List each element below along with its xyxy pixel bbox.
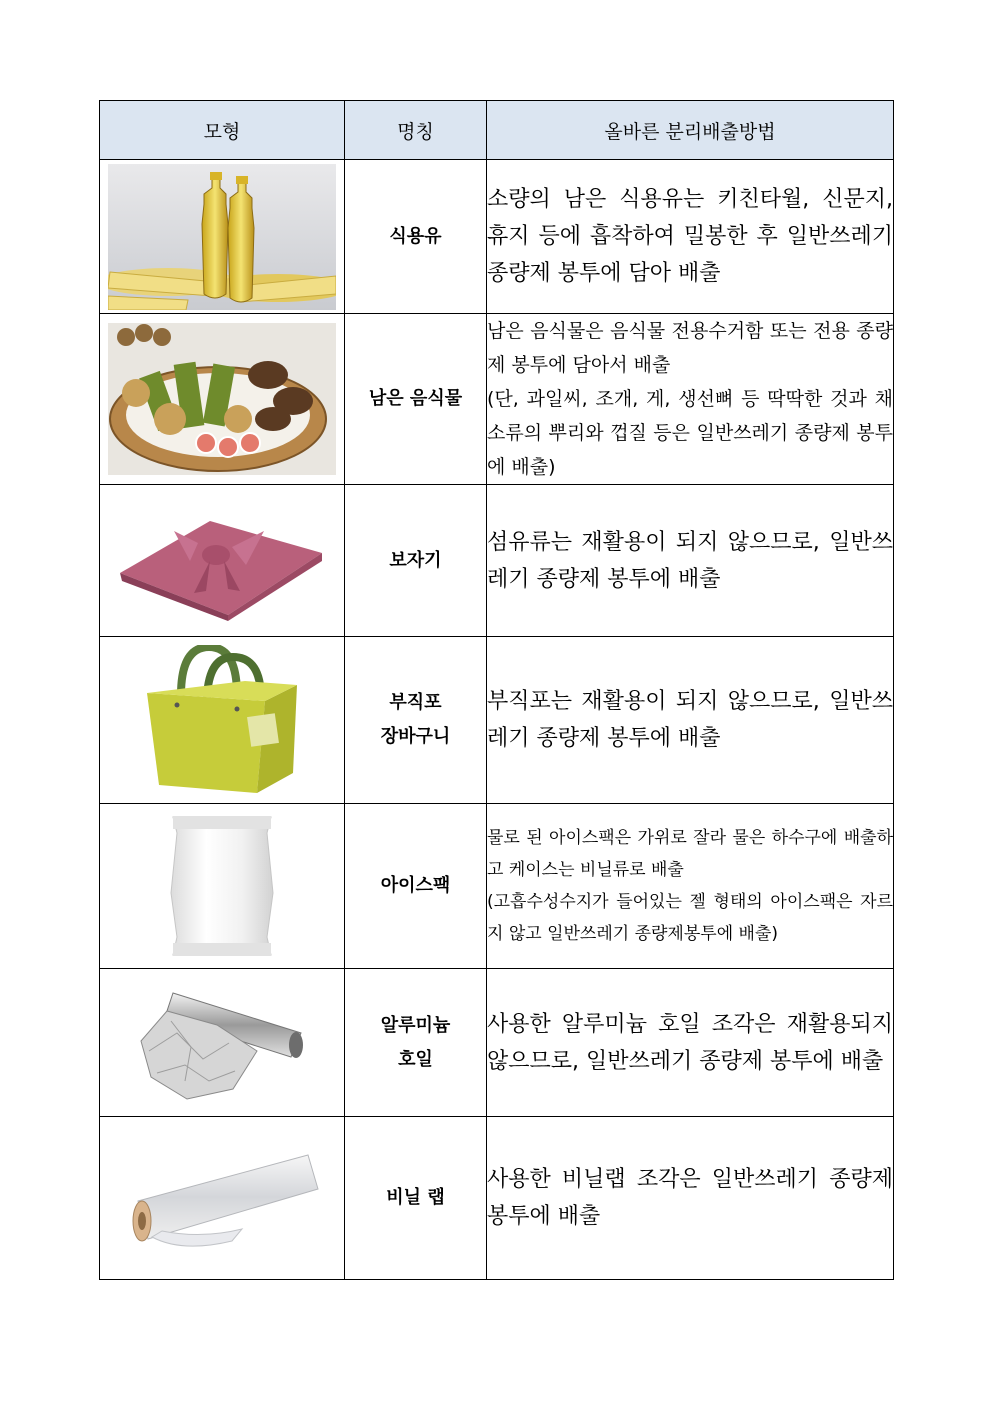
nonwoven-shopping-bag-photo bbox=[137, 645, 307, 795]
method-cell bbox=[487, 160, 894, 314]
item-name: 식용유 bbox=[345, 160, 487, 314]
disposal-method: 소량의 남은 식용유는 키친타월, 신문지, 휴지 등에 흡착하여 밀봉한 후 일반쓰레기 종량제 봉투에 담아 배출 bbox=[487, 187, 893, 286]
method-cell bbox=[487, 969, 894, 1117]
header-method: 올바른 분리배출방법 bbox=[487, 101, 894, 160]
header-model: 모형 bbox=[100, 101, 345, 160]
disposal-method: 사용한 알루미늄 호일 조각은 재활용되지 않으므로, 일반쓰레기 종량제 봉투에 배출 bbox=[487, 1011, 893, 1074]
disposal-method: 사용한 비닐랩 조각은 일반쓰레기 종량제 봉투에 배출 bbox=[487, 1167, 893, 1229]
disposal-method: 섬유류는 재활용이 되지 않으므로, 일반쓰레기 종량제 봉투에 배출 bbox=[487, 529, 893, 592]
wrapping-cloth-photo bbox=[114, 501, 330, 621]
image-cell bbox=[100, 637, 345, 804]
cooking-oil-bottles-photo bbox=[108, 164, 336, 310]
item-name: 비닐 랩 bbox=[345, 1117, 487, 1280]
ice-pack-photo bbox=[167, 813, 277, 959]
table-row bbox=[100, 969, 894, 1117]
item-name: 남은 음식물 bbox=[345, 314, 487, 485]
table-row bbox=[100, 485, 894, 637]
image-cell bbox=[100, 485, 345, 637]
item-name: 알루미늄 호일 bbox=[345, 969, 487, 1117]
table-row bbox=[100, 314, 894, 485]
disposal-method: 남은 음식물은 음식물 전용수거함 또는 전용 종량제 봉투에 담아서 배출 bbox=[487, 320, 893, 376]
disposal-method-note: (고흡수성수지가 들어있는 젤 형태의 아이스팩은 자르지 않고 일반쓰레기 종량제봉투에 배출) bbox=[487, 892, 893, 944]
method-cell bbox=[487, 314, 894, 485]
table-header-row bbox=[100, 101, 894, 160]
disposal-method: 부직포는 재활용이 되지 않으므로, 일반쓰레기 종량제 봉투에 배출 bbox=[487, 689, 893, 751]
method-cell bbox=[487, 1117, 894, 1280]
aluminum-foil-roll-photo bbox=[137, 981, 307, 1105]
plastic-wrap-roll-photo bbox=[122, 1143, 322, 1253]
header-name: 명칭 bbox=[345, 101, 487, 160]
leftover-food-basket-photo bbox=[108, 323, 336, 475]
disposal-method-note: (단, 과일씨, 조개, 게, 생선뼈 등 딱딱한 것과 채소류의 뿌리와 껍질 등은 일반쓰레기 종량제 봉투에 배출) bbox=[487, 388, 893, 478]
waste-sorting-table bbox=[99, 100, 894, 1280]
table-row bbox=[100, 804, 894, 969]
image-cell bbox=[100, 804, 345, 969]
image-cell bbox=[100, 1117, 345, 1280]
item-name: 아이스팩 bbox=[345, 804, 487, 969]
image-cell bbox=[100, 314, 345, 485]
item-name: 부직포 장바구니 bbox=[345, 637, 487, 804]
image-cell bbox=[100, 160, 345, 314]
method-cell bbox=[487, 804, 894, 969]
table-row bbox=[100, 637, 894, 804]
image-cell bbox=[100, 969, 345, 1117]
item-name: 보자기 bbox=[345, 485, 487, 637]
method-cell bbox=[487, 485, 894, 637]
table-row bbox=[100, 1117, 894, 1280]
disposal-method: 물로 된 아이스팩은 가위로 잘라 물은 하수구에 배출하고 케이스는 비닐류로 배출 bbox=[487, 828, 893, 880]
table-row bbox=[100, 160, 894, 314]
method-cell bbox=[487, 637, 894, 804]
